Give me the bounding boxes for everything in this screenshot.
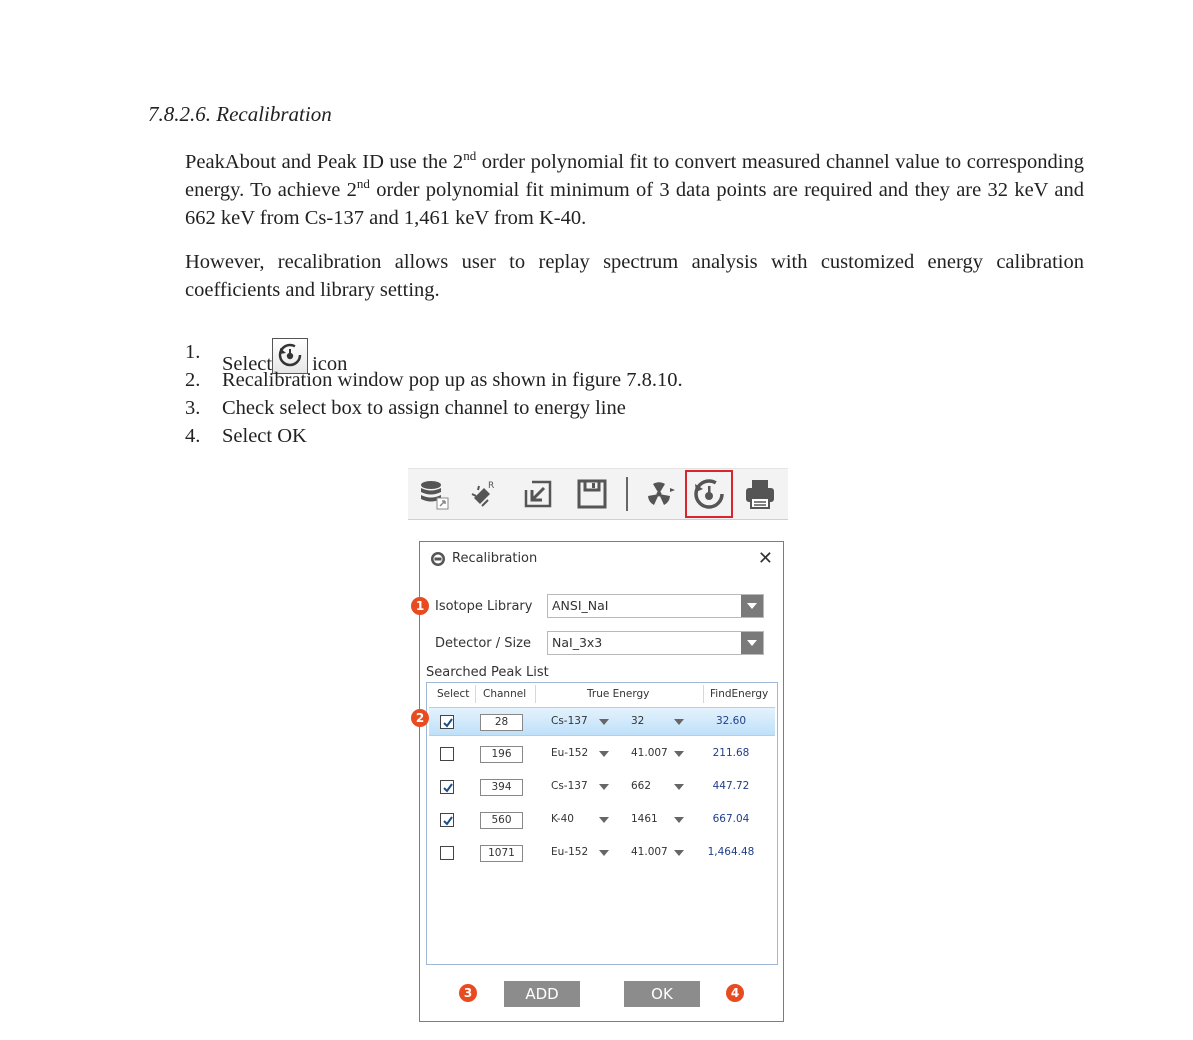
p1-part-c: order polynomial fit minimum of 3 data points are required and they are 32 keV and 662 keV from Cs-137 and 1,461 keV from K-40.: [185, 179, 1084, 229]
callout-badge-4: 4: [726, 984, 744, 1002]
ok-button[interactable]: OK: [624, 981, 700, 1007]
column-separator: [535, 685, 536, 703]
energy-cell[interactable]: 32: [631, 715, 645, 727]
step-text: Select OK: [222, 425, 307, 447]
isotope-library-label: Isotope Library: [435, 599, 533, 614]
column-header-channel[interactable]: Channel: [483, 688, 527, 700]
column-separator: [475, 685, 476, 703]
detector-size-select[interactable]: [547, 631, 764, 655]
column-header-select[interactable]: Select: [437, 688, 470, 700]
section-heading: 7.8.2.6. Recalibration: [148, 102, 332, 126]
isotope-cell[interactable]: K-40: [551, 813, 574, 825]
svg-text:R: R: [488, 481, 495, 491]
select-checkbox[interactable]: [440, 813, 454, 827]
column-header-true-energy[interactable]: True Energy: [587, 688, 650, 700]
channel-input[interactable]: 196: [480, 746, 523, 763]
paragraph-recalibration-intro: However, recalibration allows user to replay spectrum analysis with customized energy calibration coefficients and library setting.: [185, 251, 1084, 301]
chevron-down-icon[interactable]: [674, 751, 684, 757]
energy-cell[interactable]: 662: [631, 780, 652, 792]
add-button[interactable]: ADD: [504, 981, 580, 1007]
isotope-cell[interactable]: Cs-137: [551, 780, 588, 792]
callout-badge-3: 3: [459, 984, 477, 1002]
chevron-down-icon[interactable]: [741, 595, 763, 617]
channel-input[interactable]: 28: [480, 714, 523, 731]
p1-part-b: order polynomial fit to convert measured channel value to corresponding energy. To achieve 2: [185, 151, 1084, 201]
toolbar: [408, 468, 788, 520]
detector-size-value: NaI_3x3: [552, 635, 603, 650]
chevron-down-icon[interactable]: [674, 784, 684, 790]
detector-size-label: Detector / Size: [435, 636, 531, 651]
isotope-cell[interactable]: Cs-137: [551, 715, 588, 727]
select-checkbox[interactable]: [440, 715, 454, 729]
column-header-find-energy[interactable]: FindEnergy: [710, 688, 769, 700]
find-energy-cell: 1,464.48: [707, 846, 755, 858]
column-separator: [703, 685, 704, 703]
table-row[interactable]: [429, 707, 775, 736]
radiation-icon[interactable]: [642, 476, 678, 512]
step-text-post: icon: [312, 353, 348, 375]
step-number: 3.: [185, 397, 201, 419]
chevron-down-icon[interactable]: [741, 632, 763, 654]
chevron-down-icon[interactable]: [599, 719, 609, 725]
find-energy-cell: 211.68: [712, 747, 750, 759]
searched-peak-list-label: Searched Peak List: [426, 665, 549, 680]
magic-wand-icon[interactable]: [466, 476, 502, 512]
energy-cell[interactable]: 1461: [631, 813, 658, 825]
p1-sup-2: nd: [356, 176, 370, 192]
peak-list: [426, 682, 778, 965]
select-checkbox[interactable]: [440, 780, 454, 794]
callout-badge-2: 2: [411, 709, 429, 727]
energy-cell[interactable]: 41.007: [631, 747, 668, 759]
chevron-down-icon[interactable]: [674, 850, 684, 856]
table-row[interactable]: [429, 740, 775, 769]
recalibration-icon[interactable]: [691, 476, 727, 512]
isotope-library-value: ANSI_NaI: [552, 598, 609, 613]
find-energy-cell: 667.04: [712, 813, 750, 825]
callout-badge-1: 1: [411, 597, 429, 615]
channel-input[interactable]: 1071: [480, 845, 523, 862]
save-icon[interactable]: [574, 476, 610, 512]
chevron-down-icon[interactable]: [599, 751, 609, 757]
p1-sup-1: nd: [463, 148, 477, 164]
select-checkbox[interactable]: [440, 846, 454, 860]
step-text: Recalibration window pop up as shown in figure 7.8.10.: [222, 369, 683, 391]
toolbar-separator: [626, 477, 628, 511]
channel-input[interactable]: 560: [480, 812, 523, 829]
isotope-cell[interactable]: Eu-152: [551, 846, 589, 858]
chevron-down-icon[interactable]: [599, 850, 609, 856]
chevron-down-icon[interactable]: [599, 817, 609, 823]
p1-part-a: PeakAbout and Peak ID use the 2: [185, 151, 464, 173]
chevron-down-icon[interactable]: [674, 719, 684, 725]
export-icon[interactable]: [520, 476, 556, 512]
chevron-down-icon[interactable]: [599, 784, 609, 790]
step-number: 4.: [185, 425, 201, 447]
step-number: 1.: [185, 341, 201, 363]
recalibration-dialog: [419, 541, 784, 1022]
database-icon[interactable]: [416, 476, 452, 512]
step-text-pre: Select: [222, 353, 273, 375]
find-energy-cell: 447.72: [712, 780, 750, 792]
step-number: 2.: [185, 369, 201, 391]
print-icon[interactable]: [742, 476, 778, 512]
paragraph-polynomial-fit: [185, 148, 1084, 232]
isotope-library-select[interactable]: [547, 594, 764, 618]
table-row[interactable]: [429, 773, 775, 802]
dialog-title-icon: [430, 551, 446, 571]
select-checkbox[interactable]: [440, 747, 454, 761]
table-row[interactable]: [429, 806, 775, 835]
find-energy-cell: 32.60: [715, 715, 747, 727]
table-row[interactable]: [429, 839, 775, 868]
channel-input[interactable]: 394: [480, 779, 523, 796]
close-icon[interactable]: ✕: [757, 548, 773, 569]
chevron-down-icon[interactable]: [674, 817, 684, 823]
energy-cell[interactable]: 41.007: [631, 846, 668, 858]
dialog-title: Recalibration: [452, 551, 538, 566]
isotope-cell[interactable]: Eu-152: [551, 747, 589, 759]
step-text: Check select box to assign channel to energy line: [222, 397, 626, 419]
